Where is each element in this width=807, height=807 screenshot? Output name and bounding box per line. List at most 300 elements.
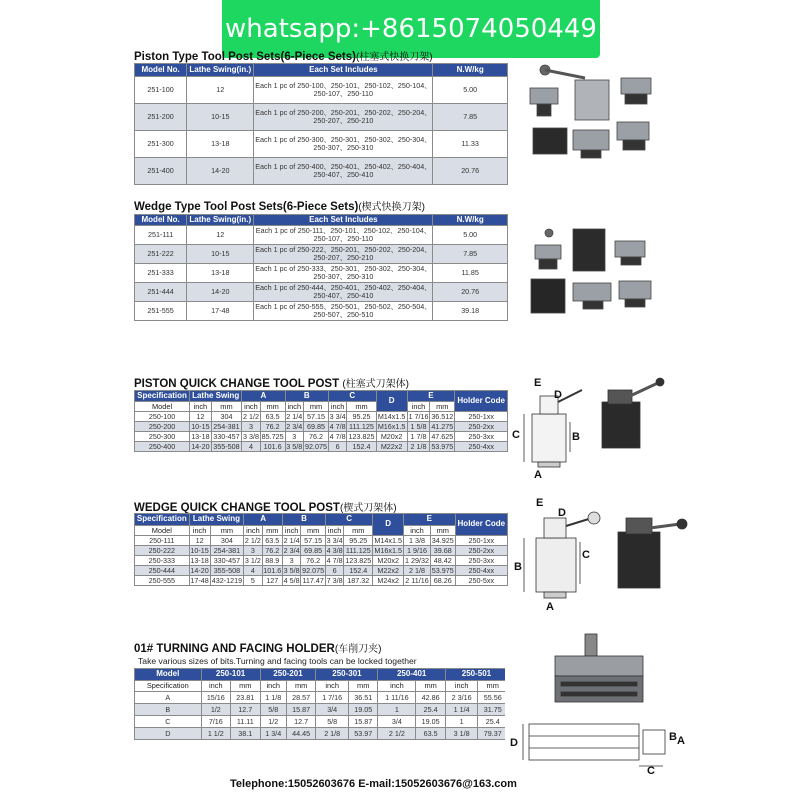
table-cell: 250-200 — [135, 422, 190, 432]
column-header: N.W/kg — [433, 64, 508, 77]
table-cell: 14-20 — [190, 565, 209, 575]
table-cell: 1/2 — [260, 716, 286, 728]
sub-header: mm — [347, 402, 376, 412]
table-cell: 250-400 — [135, 442, 190, 452]
table-cell: 152.4 — [344, 566, 373, 576]
table-cell: 3 3/4 — [329, 411, 346, 421]
table-cell: B — [135, 704, 202, 716]
wedge-post-table — [134, 513, 508, 586]
table-cell: 2 1/8 — [407, 442, 430, 452]
table-cell: 53.975 — [431, 441, 454, 451]
piston-post-diagram — [510, 372, 670, 482]
sub-header: mm — [260, 402, 285, 412]
table-cell: 251-444 — [135, 283, 187, 302]
table-cell: 250-222 — [135, 546, 190, 556]
column-header: E — [407, 391, 455, 402]
table-cell: 250-300 — [135, 432, 190, 442]
table-cell: 4 — [242, 442, 260, 452]
table-cell: M14x1.5 — [374, 535, 402, 545]
column-header: D — [376, 391, 407, 412]
table-cell: 6 — [328, 442, 346, 452]
sub-header: mm — [286, 681, 315, 692]
table-cell: 250-2xx — [455, 422, 508, 432]
column-header: N.W/kg — [433, 215, 508, 226]
table-cell: 5/8 — [316, 716, 349, 728]
section-title-text: Wedge Type Tool Post Sets(6-Piece Sets) — [134, 201, 359, 213]
table-cell: 39.18 — [433, 302, 508, 321]
table-cell: 250-1xx — [455, 412, 508, 422]
table-cell: 250-4xx — [455, 566, 507, 576]
table-row — [135, 692, 508, 704]
table-cell: 3/4 — [378, 716, 416, 728]
diagram-label-e: E — [536, 497, 544, 509]
diagram-label-b: B — [669, 731, 677, 743]
table-cell: M22x2 — [373, 566, 404, 576]
sub-header: inch — [445, 681, 478, 692]
table-cell: 31.75 — [478, 704, 508, 716]
table-cell: 2 3/16 — [445, 692, 478, 704]
diagram-label-c: C — [582, 549, 590, 561]
table-cell: 25.4 — [478, 716, 508, 728]
table-cell: 304 — [210, 536, 244, 546]
table-cell: 187.32 — [344, 576, 373, 586]
table-cell: 14-20 — [187, 158, 254, 185]
table-cell: 13-18 — [190, 555, 209, 565]
sub-header: inch — [407, 402, 430, 412]
section-title-wedge-sets — [134, 198, 425, 213]
table-cell: 12.7 — [231, 704, 260, 716]
table-cell: 2 1/4 — [286, 411, 303, 421]
table-row — [135, 442, 508, 452]
table-cell: M20x2 — [373, 556, 404, 566]
table-cell: 34.925 — [431, 535, 454, 545]
table-cell: 2 1/2 — [244, 535, 261, 545]
table-cell: 44.45 — [286, 728, 315, 740]
table-cell: Each 1 pc of 250-400、250-401、250-402、250-404、250-407、250-410 — [254, 158, 433, 185]
table-cell: 11.33 — [433, 131, 508, 158]
table-cell: 1 — [445, 716, 478, 728]
table-cell: 76.2 — [301, 556, 326, 566]
table-row — [135, 546, 508, 556]
table-cell: 3 5/8 — [286, 441, 303, 451]
table-cell: 101.6 — [260, 442, 285, 452]
column-header: 250-101 — [201, 669, 260, 681]
table-cell: 15/16 — [201, 692, 230, 704]
sub-header: inch — [244, 526, 262, 536]
section-title-text: PISTON QUICK CHANGE TOOL POST — [134, 378, 340, 390]
table-cell: 10-15 — [191, 421, 210, 431]
sub-header: inch — [328, 402, 346, 412]
column-header: Model No. — [135, 64, 187, 77]
table-cell: 250-4xx — [455, 442, 508, 452]
table-cell: Each 1 pc of 250-100、250-101、250-102、250-104、250-107、250-110 — [254, 77, 433, 104]
table-cell: 2 1/2 — [242, 411, 259, 421]
table-cell: 1 — [378, 704, 416, 716]
column-header: Each Set Includes — [254, 64, 433, 77]
section-title-cn: (楔式刀架体) — [339, 503, 397, 514]
sub-header: mm — [478, 681, 508, 692]
table-cell: 2 1/8 — [404, 566, 431, 576]
table-cell: 2 1/2 — [378, 728, 416, 740]
table-cell: C — [135, 716, 202, 728]
table-cell: 330-457 — [210, 556, 244, 566]
table-cell: 28.57 — [286, 692, 315, 704]
table-cell: 3 3/4 — [326, 535, 343, 545]
table-cell: M16x1.5 — [374, 545, 402, 555]
table-cell: 12 — [187, 77, 254, 104]
table-cell: M20x2 — [376, 432, 407, 442]
sub-header: Model — [135, 526, 190, 536]
table-cell: 250-333 — [135, 556, 190, 566]
table-cell: 14-20 — [191, 441, 210, 451]
table-cell: 355-508 — [210, 566, 244, 576]
table-cell: 101.6 — [263, 565, 282, 575]
table-cell: 4 7/8 — [326, 555, 343, 565]
table-cell: 13-18 — [191, 431, 210, 441]
table-cell: Each 1 pc of 250-222、250-201、250-202、250-204、250-207、250-210 — [255, 245, 432, 262]
sub-header: mm — [430, 402, 455, 412]
column-header: D — [373, 514, 404, 536]
table-cell: 3 1/8 — [445, 728, 478, 740]
table-cell: 251-300 — [135, 131, 187, 158]
table-cell: 4 7/8 — [329, 431, 346, 441]
table-cell: 53.975 — [431, 565, 454, 575]
table-cell: 1 5/8 — [407, 422, 430, 432]
table-cell: 251-100 — [135, 77, 187, 104]
table-cell: 3 1/2 — [244, 555, 261, 565]
table-cell: 68.26 — [430, 576, 455, 586]
table-cell: 13-18 — [187, 264, 254, 283]
table-row — [135, 226, 508, 245]
table-row — [135, 432, 508, 442]
whatsapp-watermark: whatsapp:+8615074050449 — [222, 0, 600, 58]
table-cell: 53.97 — [348, 728, 377, 740]
table-cell: 251-200 — [135, 104, 187, 131]
table-cell: 7 3/8 — [326, 575, 343, 585]
turning-holder-note: Take various sizes of bits.Turning and facing tools can be locked together — [138, 656, 417, 666]
table-cell: Each 1 pc of 250-555、250-501、250-502、250-504、250-507、250-510 — [255, 302, 432, 319]
sub-header: Model — [135, 402, 190, 412]
table-cell: 47.625 — [431, 431, 454, 441]
table-cell: 10-15 — [187, 245, 254, 264]
sub-header: mm — [231, 681, 260, 692]
section-title-piston-post — [134, 375, 409, 390]
table-cell: 1 7/8 — [407, 432, 430, 442]
table-cell: 95.25 — [347, 412, 376, 422]
table-cell: 254-381 — [210, 546, 244, 556]
piston-sets-product-image — [525, 58, 670, 168]
column-header: Holder Code — [455, 514, 507, 536]
section-title-cn: (柱塞式刀架体) — [342, 379, 409, 390]
column-header: Model — [135, 669, 202, 681]
table-cell: 36.512 — [431, 411, 454, 421]
table-cell: 3 — [242, 422, 260, 432]
table-cell: 23.81 — [231, 692, 260, 704]
table-cell: 4 — [244, 566, 262, 576]
table-cell: 254-381 — [211, 422, 242, 432]
table-cell: 95.25 — [344, 536, 373, 546]
table-cell: Each 1 pc of 250-444、250-401、250-402、250-404、250-407、250-410 — [255, 283, 432, 300]
sub-header: mm — [304, 402, 329, 412]
column-header: C — [328, 391, 376, 402]
column-header: Holder Code — [455, 391, 508, 412]
table-cell: 1 7/16 — [316, 692, 349, 704]
table-row — [135, 422, 508, 432]
sub-header: inch — [260, 681, 286, 692]
table-cell: 12 — [189, 536, 210, 546]
table-cell: 3 — [244, 546, 262, 556]
table-cell: 250-100 — [135, 412, 190, 422]
table-cell: 1 11/16 — [378, 692, 416, 704]
sub-header: inch — [242, 402, 260, 412]
table-cell: 4 7/8 — [329, 421, 346, 431]
table-cell: 63.5 — [262, 536, 282, 546]
table-cell: 63.5 — [260, 412, 285, 422]
table-cell: 5.00 — [433, 226, 508, 245]
table-cell: 88.9 — [262, 556, 282, 566]
diagram-label-b: B — [572, 431, 580, 443]
table-cell: 6 — [325, 566, 343, 576]
table-cell: 15.87 — [286, 704, 315, 716]
section-title-text: 01# TURNING AND FACING HOLDER — [134, 643, 335, 655]
column-header: A — [244, 514, 283, 526]
table-cell: 36.51 — [348, 692, 377, 704]
column-header: 250-401 — [378, 669, 445, 681]
table-row — [135, 704, 508, 716]
table-cell: 250-555 — [135, 576, 190, 586]
sub-header: mm — [301, 526, 326, 536]
table-cell: 4 3/8 — [326, 545, 343, 555]
sub-header: mm — [210, 526, 244, 536]
table-cell: 7.85 — [433, 104, 508, 131]
column-header: Lathe Swing(in.) — [187, 215, 254, 226]
wedge-sets-product-image — [525, 215, 670, 325]
column-header: Lathe Swing(in.) — [187, 64, 254, 77]
table-row — [135, 576, 508, 586]
table-cell: 3 — [285, 432, 303, 442]
table-cell: 41.275 — [431, 421, 454, 431]
table-cell: 2 11/16 — [405, 575, 429, 585]
table-cell: 123.825 — [345, 555, 372, 565]
table-row — [135, 728, 508, 740]
diagram-label-d: D — [510, 737, 518, 749]
sub-header: inch — [201, 681, 230, 692]
table-cell: 304 — [211, 412, 242, 422]
table-cell: 152.4 — [347, 442, 376, 452]
table-cell: 250-111 — [135, 536, 190, 546]
table-cell: M22x2 — [376, 442, 407, 452]
diagram-label-d: D — [558, 507, 566, 519]
diagram-label-d: D — [554, 389, 562, 401]
table-cell: 355-508 — [211, 442, 242, 452]
table-cell: 5/8 — [260, 704, 286, 716]
table-cell: 4 5/8 — [283, 575, 300, 585]
table-cell: 250-1xx — [455, 536, 507, 546]
sub-header: inch — [325, 526, 343, 536]
table-cell: 10-15 — [187, 104, 254, 131]
table-row — [135, 245, 508, 264]
sub-header: inch — [282, 526, 300, 536]
table-cell: 251-222 — [135, 245, 187, 264]
table-cell: 3 — [282, 556, 300, 566]
table-cell: 79.37 — [478, 728, 508, 740]
table-cell: 3 5/8 — [283, 565, 300, 575]
column-header: B — [285, 391, 328, 402]
turning-holder-diagram — [505, 626, 685, 776]
sub-header: inch — [189, 526, 210, 536]
table-cell: 1 1/8 — [260, 692, 286, 704]
table-cell: 2 3/4 — [283, 545, 300, 555]
diagram-label-e: E — [534, 377, 542, 389]
table-cell: 57.15 — [301, 536, 326, 546]
column-header: E — [404, 514, 456, 526]
table-cell: 25.4 — [416, 704, 445, 716]
section-title-text: Piston Type Tool Post Sets(6-Piece Sets) — [134, 51, 356, 63]
diagram-label-a: A — [546, 601, 554, 613]
table-cell: 63.5 — [416, 728, 445, 740]
table-cell: 1 7/16 — [408, 411, 429, 421]
table-cell: 12 — [190, 412, 212, 422]
table-cell: 1 29/32 — [404, 555, 429, 565]
table-row — [135, 158, 508, 185]
column-header: 250-501 — [445, 669, 507, 681]
table-row — [135, 77, 508, 104]
column-header: 250-201 — [260, 669, 316, 681]
table-cell: 76.2 — [262, 546, 282, 556]
wedge-post-diagram — [510, 494, 690, 614]
table-cell: 250-444 — [135, 566, 190, 576]
table-cell: 251-555 — [135, 302, 187, 321]
table-cell: 127 — [262, 576, 282, 586]
sub-header: inch — [285, 402, 303, 412]
table-cell: M14x1.5 — [377, 411, 406, 421]
table-cell: 69.85 — [301, 546, 326, 556]
table-cell: 92.075 — [302, 565, 325, 575]
sub-header: mm — [344, 526, 373, 536]
table-row — [135, 283, 508, 302]
section-title-cn: (车削刀夹) — [334, 644, 382, 655]
table-cell: 111.125 — [344, 546, 373, 556]
column-header: Lathe Swing — [189, 514, 244, 526]
column-header: C — [325, 514, 372, 526]
table-cell: Each 1 pc of 250-300、250-301、250-302、250-304、250-307、250-310 — [254, 131, 433, 158]
table-cell: 2 1/8 — [316, 728, 349, 740]
section-title-cn: (柱塞式快换刀架) — [355, 52, 433, 63]
table-cell: 57.15 — [304, 412, 329, 422]
column-header: Specification — [135, 514, 190, 526]
table-row — [135, 556, 508, 566]
table-cell: 111.125 — [347, 422, 376, 432]
sub-header: mm — [430, 526, 455, 536]
table-cell: 76.2 — [260, 422, 285, 432]
table-cell: Each 1 pc of 250-333、250-301、250-302、250-304、250-307、250-310 — [255, 264, 432, 281]
table-cell: Each 1 pc of 250-200、250-201、250-202、250-204、250-207、250-210 — [254, 104, 433, 131]
section-title-wedge-post — [134, 499, 397, 514]
table-cell: 42.86 — [416, 692, 445, 704]
table-cell: M16x1.5 — [377, 421, 406, 431]
table-cell: 17-48 — [190, 575, 209, 585]
table-cell: 250-5xx — [455, 576, 507, 586]
piston-sets-table — [134, 63, 508, 185]
table-cell: 76.2 — [304, 432, 329, 442]
table-row — [135, 566, 508, 576]
table-cell: D — [135, 728, 202, 740]
table-cell: 15.87 — [348, 716, 377, 728]
table-cell: 55.56 — [478, 692, 508, 704]
table-row — [135, 131, 508, 158]
table-cell: 48.42 — [430, 556, 455, 566]
sub-header: Specification — [135, 681, 202, 692]
table-row — [135, 264, 508, 283]
column-header: 250-301 — [316, 669, 378, 681]
table-cell: 14-20 — [187, 283, 254, 302]
table-cell: 251-111 — [135, 226, 187, 245]
table-cell: 117.47 — [302, 575, 324, 585]
table-cell: 1 1/2 — [201, 728, 230, 740]
sub-header: mm — [262, 526, 282, 536]
table-cell: Each 1 pc of 250-111、250-101、250-102、250-104、250-107、250-110 — [255, 226, 431, 243]
table-cell: 1 3/4 — [260, 728, 286, 740]
table-cell: 1/2 — [201, 704, 230, 716]
column-header: Model No. — [135, 215, 187, 226]
table-cell: A — [135, 692, 202, 704]
table-row — [135, 104, 508, 131]
table-cell: 10-15 — [190, 545, 209, 555]
diagram-label-c: C — [512, 429, 520, 441]
table-cell: 7.85 — [433, 245, 508, 264]
table-cell: 39.68 — [430, 546, 455, 556]
sub-header: inch — [404, 526, 431, 536]
table-cell: 12 — [187, 226, 254, 245]
table-cell: 1 3/8 — [404, 536, 431, 546]
turning-holder-table — [134, 668, 508, 740]
table-cell: 3 3/8 — [242, 431, 259, 441]
diagram-label-c: C — [647, 765, 655, 776]
table-row — [135, 716, 508, 728]
table-cell: 11.11 — [231, 716, 260, 728]
diagram-label-a: A — [677, 735, 685, 747]
table-cell: 3/4 — [316, 704, 349, 716]
table-cell: 251-400 — [135, 158, 187, 185]
sub-header: inch — [190, 402, 212, 412]
diagram-label-b: B — [514, 561, 522, 573]
table-cell: 69.85 — [304, 422, 329, 432]
table-row — [135, 536, 508, 546]
table-cell: 250-3xx — [455, 432, 508, 442]
section-title-cn: (楔式快换刀架) — [358, 202, 425, 213]
table-cell: 19.05 — [416, 716, 445, 728]
column-header: Specification — [135, 391, 190, 402]
table-cell: 19.05 — [348, 704, 377, 716]
column-header: Lathe Swing — [190, 391, 242, 402]
sub-header: mm — [348, 681, 377, 692]
column-header: B — [282, 514, 325, 526]
table-cell: 432-1219 — [211, 575, 243, 585]
table-cell: 17-48 — [187, 302, 254, 321]
table-cell: 123.825 — [348, 431, 375, 441]
table-cell: 2 1/4 — [283, 535, 300, 545]
table-row — [135, 412, 508, 422]
sub-header: mm — [211, 402, 242, 412]
table-cell: 92.075 — [304, 441, 327, 451]
table-cell: 330-457 — [211, 432, 242, 442]
column-header: Each Set Includes — [254, 215, 433, 226]
table-cell: 38.1 — [231, 728, 260, 740]
contact-footer: Telephone:15052603676 E-mail:15052603676@163.com — [230, 778, 517, 790]
wedge-sets-table — [134, 214, 508, 321]
column-header: A — [242, 391, 285, 402]
diagram-label-a: A — [534, 469, 542, 481]
